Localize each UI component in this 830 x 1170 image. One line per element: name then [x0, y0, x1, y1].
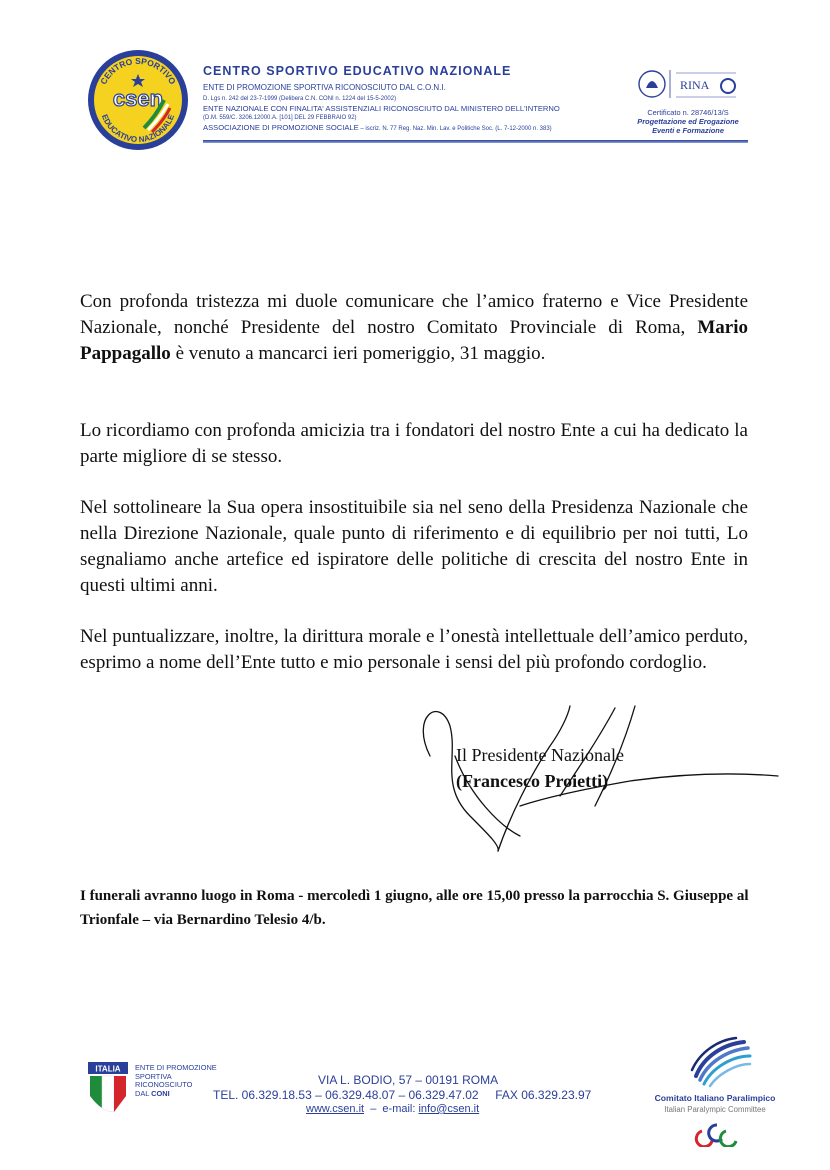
paragraph-2: Lo ricordiamo con profonda amicizia tra i fondatori del nostro Ente a cui ha dedicato la parte migliore di se stesso.	[80, 420, 748, 467]
cip-subtitle: Italian Paralympic Committee	[664, 1105, 766, 1114]
logo-bottom-text: EDUCATIVO NAZIONALE	[99, 113, 177, 145]
coni-line-2: SPORTIVA	[135, 1071, 172, 1081]
paragraph-4: Nel puntualizzare, inoltre, la dirittura morale e l’onestà intellettuale dell’amico perduto, esprimo a nome dell’Ente tutto e mio personale i sensi del più profondo cordoglio.	[80, 626, 748, 673]
header-line-5-small: – iscriz. N. 77 Reg. Naz. Min. Lav. e Politiche Soc. (L. 7-12-2000 n. 383)	[358, 126, 552, 132]
website-link[interactable]: www.csen.it	[306, 1103, 365, 1115]
header-line-3: ENTE NAZIONALE CON FINALITA' ASSISTENZIALI RICONOSCIUTO DAL MINISTERO DELL'INTERNO	[203, 104, 560, 113]
rina-certification-mark	[636, 66, 740, 102]
paragraph-1-start: Con profonda tristezza mi duole comunicare che l’amico fraterno e Vice Presidente Nazionale, nonché Presidente del nostro Comitato Provinciale di Roma,	[80, 291, 748, 338]
paragraph-3: Nel sottolineare la Sua opera insostituibile sia nel seno della Presidenza Nazionale che nella Direzione Nazionale, quale punto di riferimento e di equilibrio per noi tutti, Lo segnaliamo anche artefice ed ispiratore delle politiche di crescita del nostro Ente in questi ultimi anni.	[80, 497, 748, 596]
header-line-1: ENTE DI PROMOZIONE SPORTIVA RICONOSCIUTO DAL C.O.N.I.	[203, 83, 446, 92]
email-link[interactable]: info@csen.it	[418, 1103, 480, 1115]
cert-number: Certificato n. 28746/13/S	[647, 108, 729, 117]
cip-name: Comitato Italiano Paralimpico	[654, 1093, 776, 1103]
footer-contacts: www.csen.it – e-mail: info@csen.it	[306, 1103, 480, 1115]
header-line-4: (D.M. 559/C. 3206.12000.A. [101] DEL 29 FEBBRAIO 92)	[203, 115, 357, 121]
header-line-2: D. Lgs n. 242 del 23-7-1999 (Delibera C.N. CONI n. 1224 del 15-5-2002)	[203, 96, 397, 102]
logo-top-text: CENTRO SPORTIVO	[98, 55, 178, 87]
header-line-5-main: ASSOCIAZIONE DI PROMOZIONE SOCIALE	[203, 123, 359, 132]
italia-coni-emblem	[88, 1062, 128, 1116]
funeral-notice: I funerali avranno luogo in Roma - mercoledì 1 giugno, alle ore 15,00 presso la parrocchia S. Giuseppe al Trionfale – via Bernardino Telesio 4/b.	[80, 888, 749, 928]
header-line-5	[203, 123, 552, 135]
agitos-icon	[692, 1115, 742, 1147]
lion-icon	[646, 81, 658, 88]
footer-address: VIA L. BODIO, 57 – 00191 ROMA	[318, 1073, 499, 1087]
italia-label: ITALIA	[95, 1064, 121, 1074]
coni-line-1: ENTE DI PROMOZIONE	[135, 1063, 217, 1072]
coni-line-4: DAL CONI	[135, 1088, 170, 1098]
logo-center-text: csen	[112, 86, 164, 111]
cert-scope-2: Eventi e Formazione	[652, 126, 724, 135]
deceased-name: Mario Pappagallo	[80, 317, 748, 364]
paragraph-1	[80, 289, 748, 367]
coni-line-3: RICONOSCIUTO	[135, 1080, 193, 1090]
cert-scope-1: Progettazione ed Erogazione	[637, 117, 739, 126]
footer-phones: TEL. 06.329.18.53 – 06.329.48.07 – 06.329.47.02 FAX 06.329.23.97	[213, 1088, 592, 1102]
signatory-title: Il Presidente Nazionale	[456, 745, 624, 765]
csen-logo	[86, 48, 190, 152]
paragraph-1-end: è venuto a mancarci ieri pomeriggio, 31 maggio.	[170, 343, 546, 364]
header-divider	[203, 140, 748, 143]
certification-text	[620, 108, 756, 135]
rina-label: RINA	[680, 78, 710, 92]
cip-logo	[684, 1036, 754, 1091]
org-name: CENTRO SPORTIVO EDUCATIVO NAZIONALE	[203, 64, 512, 78]
signatory-name: (Francesco Proietti)	[456, 771, 609, 791]
